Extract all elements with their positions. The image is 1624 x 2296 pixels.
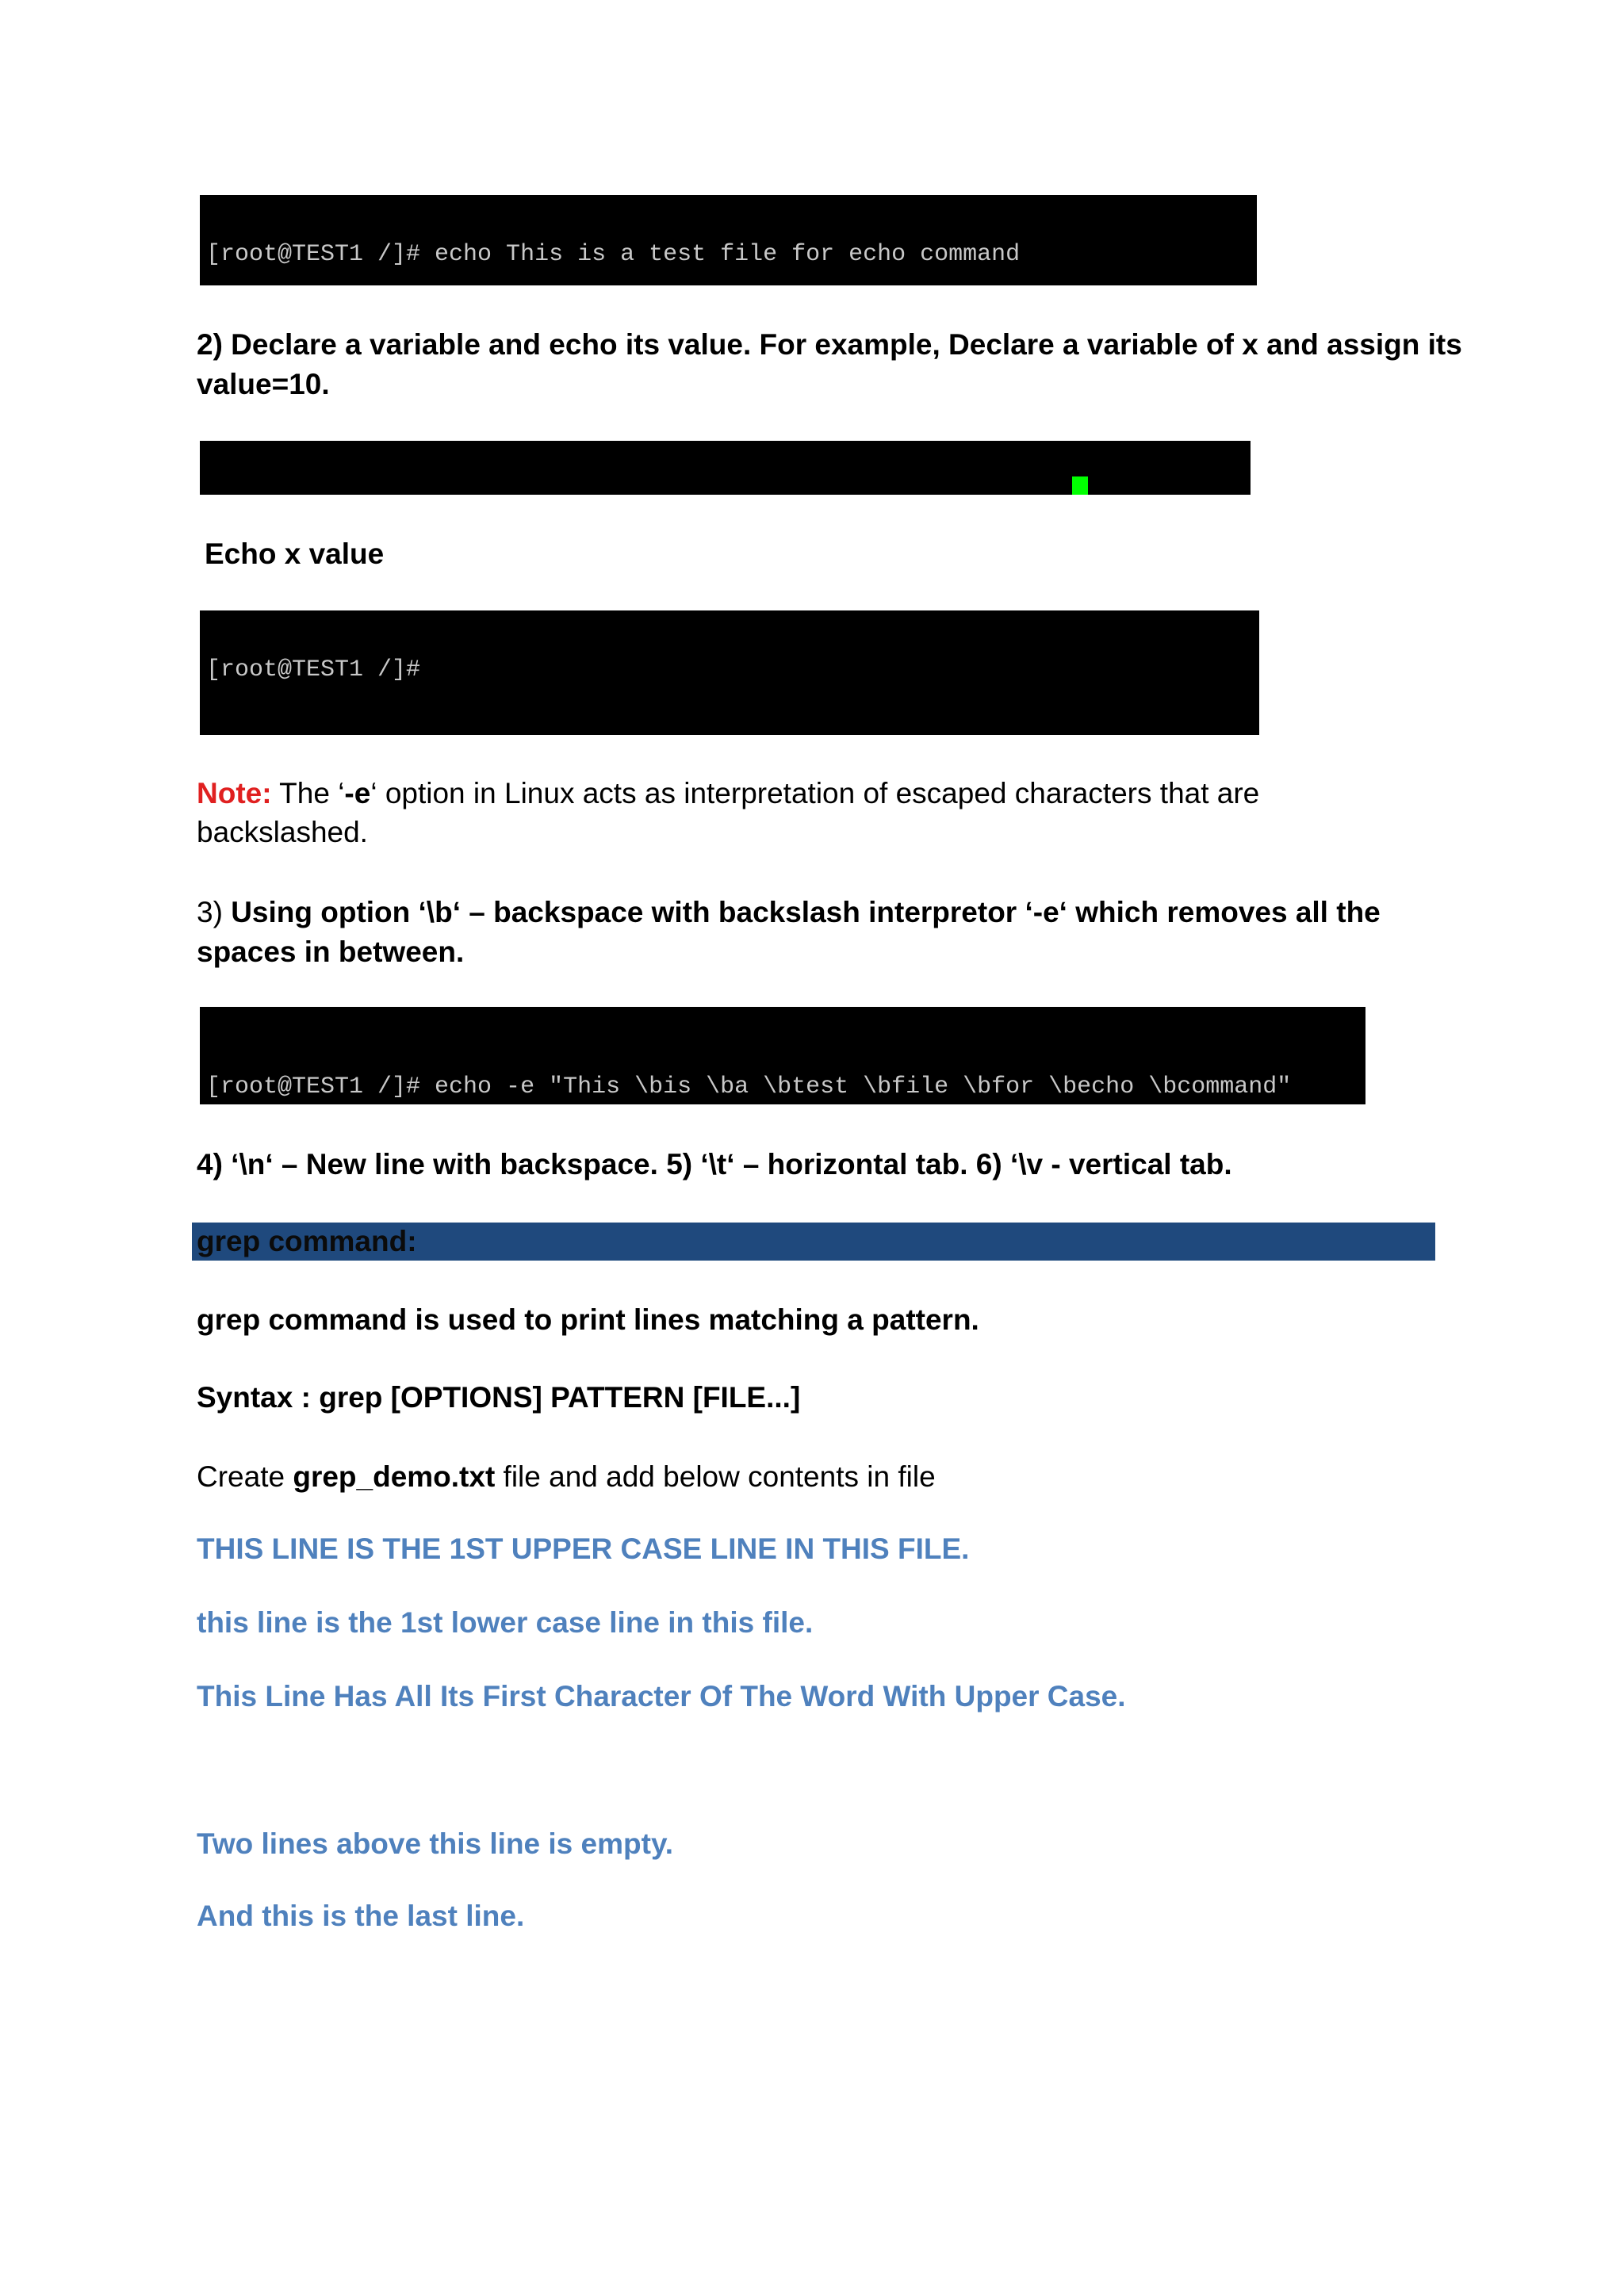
terminal-line: [root@TEST1 /]# echo -e "This \bis \ba \btest \bfile \bfor \becho \bcommand" (206, 1073, 1292, 1100)
note-text: The ‘ (271, 777, 345, 809)
create-text: Create (197, 1460, 293, 1493)
filename: grep_demo.txt (293, 1460, 496, 1493)
section-4-heading: 4) ‘\n‘ – New line with backspace. 5) ‘\t‘ – horizontal tab. 6) ‘\v - vertical tab. (197, 1148, 1232, 1181)
section-3-heading-text: Using option ‘\b‘ – backspace with backslash interpretor ‘-e‘ which removes all the (231, 896, 1381, 928)
file-content-line: And this is the last line. (197, 1900, 525, 1932)
section-2-heading-line1: 2) Declare a variable and echo its value. For example, Declare a variable of x and assign its (197, 328, 1462, 361)
section-3-heading-line1 (197, 893, 1381, 932)
create-file-instruction (197, 1457, 936, 1497)
note-line1 (197, 774, 1259, 813)
grep-syntax: Syntax : grep [OPTIONS] PATTERN [FILE...] (197, 1381, 801, 1414)
note-text: ‘ option in Linux acts as interpretation of escaped characters that are (370, 777, 1260, 809)
section-3-number: 3) (197, 896, 232, 928)
terminal-screenshot-declare-variable (200, 441, 1251, 495)
file-content-line: This Line Has All Its First Character Of The Word With Upper Case. (197, 1680, 1126, 1712)
section-2-heading-line2: value=10. (197, 368, 330, 400)
grep-description: grep command is used to print lines matching a pattern. (197, 1303, 979, 1336)
note-option: -e (344, 777, 371, 809)
note-label: Note: (197, 777, 272, 809)
terminal-cursor (1072, 476, 1088, 495)
file-content-line: this line is the 1st lower case line in this file. (197, 1606, 814, 1639)
terminal-partial-line: [root@TEST1 /]# echo This is a test file for echo command (206, 241, 1021, 268)
file-content-line: Two lines above this line is empty. (197, 1827, 674, 1860)
section-3-heading-line2: spaces in between. (197, 936, 465, 968)
echo-x-value-label: Echo x value (205, 538, 385, 570)
terminal-screenshot-backspace-option (200, 1007, 1365, 1104)
terminal-screenshot-echo-output (200, 195, 1257, 285)
terminal-partial-line: [root@TEST1 /]# (206, 656, 421, 683)
note-line2: backslashed. (197, 816, 368, 848)
grep-command-banner: grep command: (192, 1223, 1435, 1261)
terminal-screenshot-echo-variable (200, 610, 1259, 735)
file-content-line: THIS LINE IS THE 1ST UPPER CASE LINE IN THIS FILE. (197, 1533, 970, 1565)
create-text: file and add below contents in file (495, 1460, 936, 1493)
